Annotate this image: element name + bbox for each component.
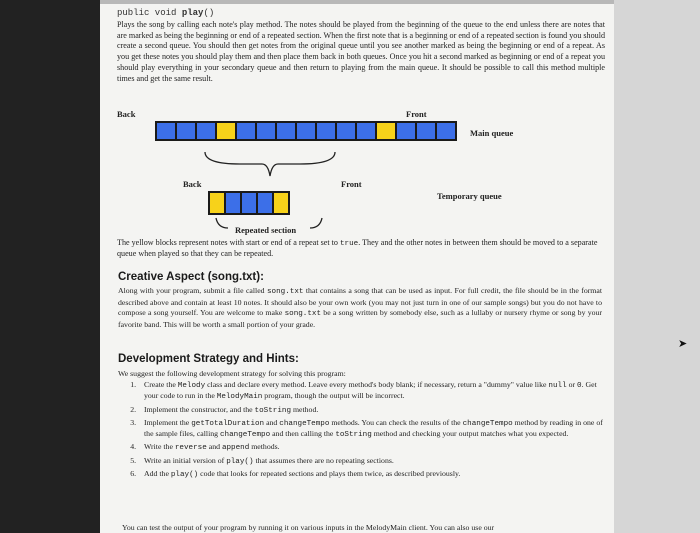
left-background [0,0,100,533]
note-block [415,121,437,141]
note-block [235,121,257,141]
step5-code-play: play() [226,457,254,466]
creative-code-1: song.txt [267,288,304,296]
signature-name: play [181,8,204,18]
note-block [355,121,377,141]
front-label: Front [406,109,427,119]
step4-code-reverse: reverse [174,444,207,453]
step3-text-e: method by reading in one of the sample files, calling [144,417,603,439]
list-item [138,405,608,416]
method-signature [117,8,214,18]
step1-code-melody: Melody [177,382,206,390]
step3-text-g: method and checking your output matches what you expected. [371,429,569,439]
right-background [614,0,700,533]
list-item [138,380,608,403]
desc-code-true: true [339,240,359,248]
temporary-queue-diagram [208,191,288,215]
step3-code-changetempo-3: changeTempo [220,431,271,440]
creative-code-2: song.txt [284,310,322,318]
repeat-note-block [215,121,237,141]
main-queue-diagram [155,121,455,141]
queue-connector-brace [200,150,340,190]
back-label: Back [117,109,136,119]
creative-text-2: that contains a song that can be used as input. For full credit, the file should be in the format described above and contain at least 10 notes. It should also be your own work (you may not just turn in one of our sample songs) but you do not have to compose a song yourself. You are welcome to make [118,286,603,317]
step2-text: Implement the constructor, and the [144,404,255,414]
mouse-cursor-icon: ➤ [678,337,688,350]
desc-text-1: The yellow blocks represent notes with start or end of a repeat set to [117,238,340,247]
top-divider [100,0,614,4]
creative-heading-code: song.txt [211,271,257,283]
signature-suffix: () [203,8,215,18]
creative-heading-suffix: ): [256,271,264,283]
repeated-section-label: Repeated section [235,225,297,235]
note-block [395,121,417,141]
step6-text-b: code that looks for repeated sections and plays them twice, as described previously. [198,469,461,479]
step3-code-changetempo-2: changeTempo [462,419,513,428]
note-block [335,121,357,141]
document-page [100,0,614,533]
step6-code-play: play() [170,471,199,480]
development-strategy-heading: Development Strategy and Hints: [118,353,299,365]
creative-heading-prefix: Creative Aspect ( [118,271,212,283]
step2-code-tostring: toString [254,406,292,415]
front-label-temp: Front [341,179,362,189]
play-description: Plays the song by calling each note's play method. The notes should be played from the beginning of the queue to the end unless there are notes that are marked as being the beginning or end of a repeated section. When the first note that is a beginning or end of a repeated section is found you should create a second queue. You should then get notes from the original queue until you see another marked as being the beginning or end of a repeat. As you get these notes you should play them and then place them back in both queues. Once you hit a second marked as beginning or end of a repeat you should play everything in your secondary queue and then return to playing from the main queue. It should be possible to call this method multiple times and get the same result. [117,20,605,83]
step1-text-b: class and declare every method. Leave every method's body blank; if necessary, return a "dummy" value like [205,380,549,389]
step1-text-or: or [566,380,578,389]
note-block [175,121,197,141]
list-item [138,469,608,480]
step1-text-e: . Get your code to run in the [144,380,597,401]
step3-text-f: and then calling the [270,429,336,439]
signature-prefix: public void [117,8,177,18]
step5-text-b: that assumes there are no repeating sections. [253,455,394,465]
creative-text-1: Along with your program, submit a file called [118,286,267,295]
note-block [255,121,277,141]
step3-code-gettotalduration: getTotalDuration [191,419,265,428]
note-block [315,121,337,141]
note-block [195,121,217,141]
step1-code-null: null [548,382,567,390]
note-block [295,121,317,141]
step4-text-e: methods. [249,442,280,452]
development-lead: We suggest the following development strategy for solving this program: [118,369,346,378]
step3-text: Implement the [144,417,192,427]
step1-code-melodymain: MelodyMain [216,393,263,402]
step1-text: Create the [144,380,178,389]
step3-text-d: methods. You can check the results of the [329,417,463,427]
creative-aspect-heading [118,271,264,283]
note-block [275,121,297,141]
step1-text-f: program, though the output will be incorrect. [262,391,405,401]
desc-text-2: . They and the other notes in between them should be moved to a separate queue when played so that they can be repeated. [117,238,598,259]
creative-aspect-body [118,286,602,330]
step3-code-tostring: toString [335,431,372,440]
step1-code-zero: 0 [577,382,582,390]
step2-text-b: method. [291,404,319,414]
yellow-blocks-description [117,238,602,260]
temporary-queue-label: Temporary queue [437,191,502,201]
development-steps-list [124,380,608,482]
repeat-note-block [375,121,397,141]
list-item [138,418,608,441]
list-item [138,442,608,453]
main-queue-label: Main queue [470,128,514,138]
note-block [155,121,177,141]
step4-code-append: append [221,444,250,453]
step5-text: Write an initial version of [144,455,227,465]
step6-text: Add the [144,469,171,479]
note-block [435,121,457,141]
step4-text-and: and [206,442,222,452]
step3-code-changetempo: changeTempo [279,419,330,428]
cut-off-line: You can test the output of your program by running it on various inputs in the MelodyMain client. You can also use our [122,523,495,532]
repeat-note-block [272,191,290,215]
creative-text-3: be a song written by somebody else, such as a lullaby or nursery rhyme or song by your favorite band. This will be worth a small portion of your grade. [118,308,602,329]
back-label-temp: Back [183,179,202,189]
list-item [138,456,608,467]
step4-text: Write the [144,442,175,452]
step3-text-and: and [264,417,280,427]
